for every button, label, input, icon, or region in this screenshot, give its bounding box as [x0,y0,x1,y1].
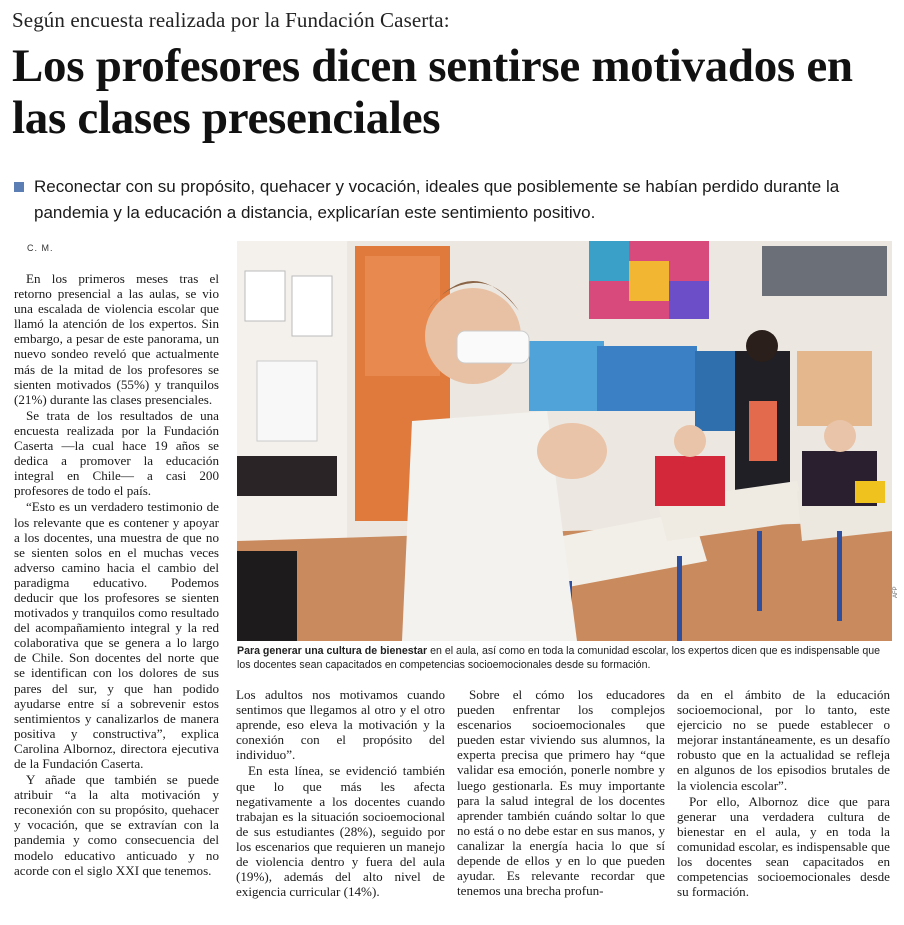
column-3 [457,687,665,899]
paragraph: Los adultos nos motivamos cuando sentimos que llegamos al otro y el otro aprende, eso eleva la motivación y la conexión con el propósito del individuo”. [236,687,445,763]
column-1 [14,271,219,879]
paragraph: “Esto es un verdadero testimonio de los relevante que es contener y apoyar a los docentes, una muestra de que no se sienten solos en el muchas veces adverso camino hacia el cambio del paradigma educativo. Podemos deducir que los profesores se sienten motivados y tranquilos como resultado del acompañamiento integral y la red colaborativa que se genera a lo largo de Chile. Son docentes del norte que se identifican con los dolores de sus pares del sur, y que han podido ayudarse entre sí a sobrevenir estos sentimientos y canalizarlos de manera positiva y constructiva”, explica Carolina Albornoz, directora ejecutiva de la Fundación Caserta. [14,499,219,771]
paragraph: En esta línea, se evidenció también que lo que más les afecta negativamente a los docentes cuando trabajan es la situación socioemocional de sus estudiantes (28%), seguido por los escenarios que requieren un manejo de violencia dentro y fuera del aula (19%), además del alto nivel de exigencia curricular (14%). [236,763,445,900]
kicker: Según encuesta realizada por la Fundación Caserta: [12,8,450,32]
column-2 [236,687,445,900]
byline: C. M. [27,243,54,253]
deck [14,174,894,226]
paragraph: Se trata de los resultados de una encuesta realizada por la Fundación Caserta —la cual hace 19 años se dedica a promover la educación integral en Chile— a casi 200 profesores de todo el país. [14,407,219,499]
deck-bullet-icon [14,182,24,192]
paragraph: Y añade que también se puede atribuir “a la alta motivación y reconexión con su propósito, quehacer y vocación, que se extravían con la pandemia y como consecuencia del modelo educativo anticuado y no acorde con el siglo XXI que tenemos. [14,772,219,878]
photo-credit: AFP [893,586,899,598]
paragraph: Sobre el cómo los educadores pueden enfrentar los complejos escenarios socioemocionales que pueden estar viviendo sus alumnos, la experta precisa que primero hay “que validar esa emoción, ponerle nombre y luego gestionarla. Es muy importante para la salud integral de los docentes aprender también cuándo soltar lo que no está o no debe estar en sus manos, y canalizar la energía hacia lo que sí depende de ellos y en lo que pueden ayudar. Es relevante recordar que tenemos una brecha profun- [457,687,665,899]
headline: Los profesores dicen sentirse motivados en las clases presenciales [12,40,853,144]
article-photo [237,241,892,641]
deck-text: Reconectar con su propósito, quehacer y vocación, ideales que posiblemente se habían perdido durante la pandemia y la educación a distancia, explicarían este sentimiento positivo. [34,177,840,222]
caption-text: en el aula, así como en toda la comunidad escolar, los expertos dicen que es indispensable que los docentes sean capacitados en competencias socioemocionales desde su formación. [237,645,881,671]
classroom-photo-illustration [237,241,892,641]
paragraph: En los primeros meses tras el retorno presencial a las aulas, se vio una escalada de violencia escolar que llamó la atención de los expertos. Sin embargo, a pesar de este panorama, un nuevo sondeo reveló que actualmente más de la mitad de los profesores se sienten motivados (55%) y tranquilos (21%) durante las clases presenciales. [14,271,219,407]
column-4 [677,687,890,900]
photo-caption [237,644,892,672]
paragraph: da en el ámbito de la educación socioemocional, por lo tanto, este ejercicio no se puede establecer o mejorar instantáneamente, es un desafío robusto que en la actualidad se refleja en algunos de los episodios brutales de la violencia escolar”. [677,687,890,793]
caption-lead: Para generar una cultura de bienestar [237,645,428,657]
paragraph: Por ello, Albornoz dice que para generar una verdadera cultura de bienestar en el aula, y en toda la comunidad escolar, es indispensable que los docentes sean capacitados en competencias socioemocionales desde su formación. [677,793,890,900]
